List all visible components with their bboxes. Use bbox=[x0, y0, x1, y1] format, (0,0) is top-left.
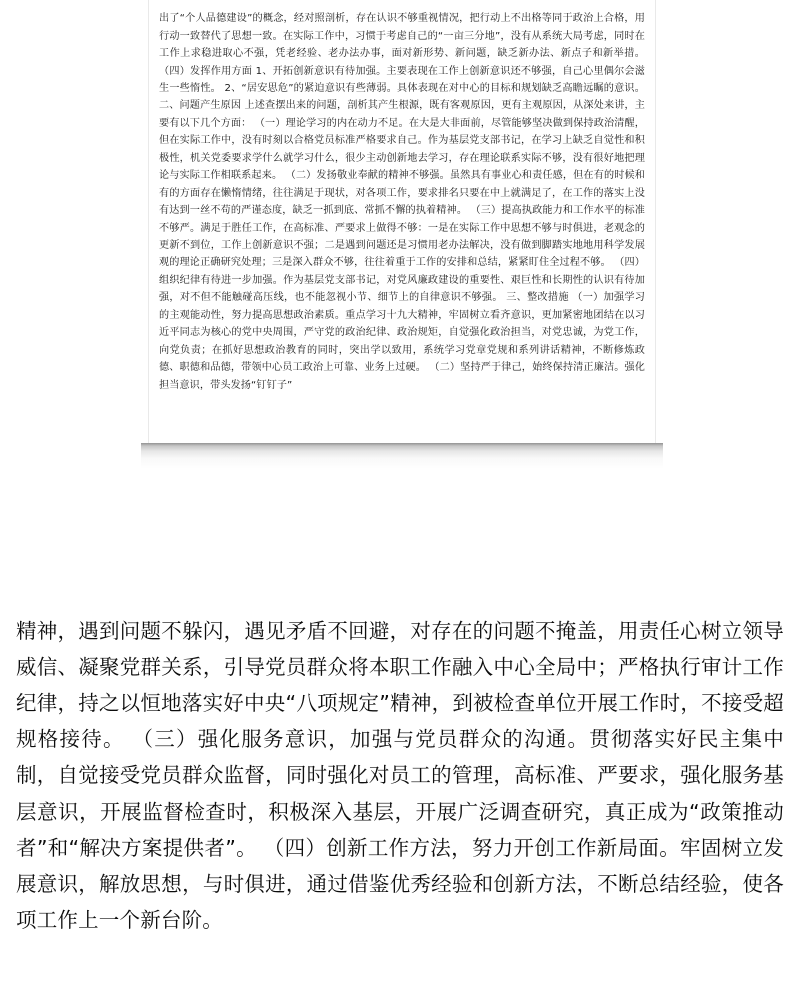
document-preview-text: 出了“个人品德建设”的概念，经对照剖析，存在认识不够重视情况，把行动上不出格等同于政治上合格，用行动一致替代了思想一致。在实际工作中，习惯于考虑自己的“一亩三分地”，没有从系统大局考虑，同时在工作上求稳进取心不强，凭老经验、老办法办事，面对新形势、新问题，缺乏新办法、新点子和新举措。 （四）发挥作用方面 1、开拓创新意识有待加强。主要表现在工作上创新意识还不够强，自己心里偶尔会滋生一些惰性。 2、“居安思危”的紧迫意识有些薄弱。具体表现在对中心的目标和规划缺乏高瞻远瞩的意识。 二、问题产生原因 上述查摆出来的问题，剖析其产生根源，既有客观原因，更有主观原因，从深处来讲，主要有以下几个方面： （一）理论学习的内在动力不足。在大是大非面前，尽管能够坚决做到保持政治清醒，但在实际工作中，没有时刻以合格党员标准严格要求自己。作为基层党支部书记，在学习上缺乏自觉性和积极性，机关党委要求学什么就学习什么，很少主动创新地去学习，存在理论联系实际不够，没有很好地把理论与实际工作相联系起来。 （二）发扬敬业奉献的精神不够强。虽然具有事业心和责任感，但在有的时候和有的方面存在懒惰情绪，往往满足于现状，对各项工作，要求排名只要在中上就满足了，在工作的落实上没有达到一丝不苟的严谨态度，缺乏一抓到底、常抓不懈的执着精神。 （三）提高执政能力和工作水平的标准不够严。满足于胜任工作，在高标准、严要求上做得不够：一是在实际工作中思想不够与时俱进，老观念的更新不到位，工作上创新意识不强；二是遇到问题还是习惯用老办法解决，没有做到脚踏实地地用科学发展观的理论正确研究处理；三是深入群众不够，往往着重于工作的安排和总结，紧紧盯住全过程不够。 （四）组织纪律有待进一步加强。作为基层党支部书记，对党风廉政建设的重要性、艰巨性和长期性的认识有待加强，对不但不能触碰高压线，也不能忽视小节、细节上的自律意识不够强。 三、整改措施 （一）加强学习的主观能动性，努力提高思想政治素质。重点学习十九大精神，牢固树立看齐意识，更加紧密地团结在以习近平同志为核心的党中央周围，严守党的政治纪律、政治规矩，自觉强化政治担当，对党忠诚，为党工作，向党负责；在抓好思想政治教育的同时，突出学以致用，系统学习党章党规和系列讲话精神，不断修炼政德、职德和品德，带领中心员工政治上可靠、业务上过硬。 （二）坚持严于律己，始终保持清正廉洁。强化担当意识，带头发扬“钉钉子” bbox=[159, 13, 645, 391]
document-preview-region bbox=[0, 0, 800, 470]
body-paragraph: 精神，遇到问题不躲闪，遇见矛盾不回避，对存在的问题不掩盖，用责任心树立领导威信、凝聚党群关系，引导党员群众将本职工作融入中心全局中；严格执行审计工作纪律，持之以恒地落实好中央“八项规定”精神，到被检查单位开展工作时，不接受超规格接待。 （三）强化服务意识，加强与党员群众的沟通。贯彻落实好民主集中制，自觉接受党员群众监督，同时强化对员工的管理，高标准、严要求，强化服务基层意识，开展监督检查时，积极深入基层，开展广泛调查研究，真正成为“政策推动者”和“解决方案提供者”。 （四）创新工作方法，努力开创工作新局面。牢固树立发展意识，解放思想，与时俱进，通过借鉴优秀经验和创新方法，不断总结经验，使各项工作上一个新台阶。 bbox=[16, 618, 784, 933]
body-text-region bbox=[16, 592, 784, 959]
document-preview-card bbox=[148, 0, 656, 443]
document-preview-shadow bbox=[141, 443, 663, 469]
